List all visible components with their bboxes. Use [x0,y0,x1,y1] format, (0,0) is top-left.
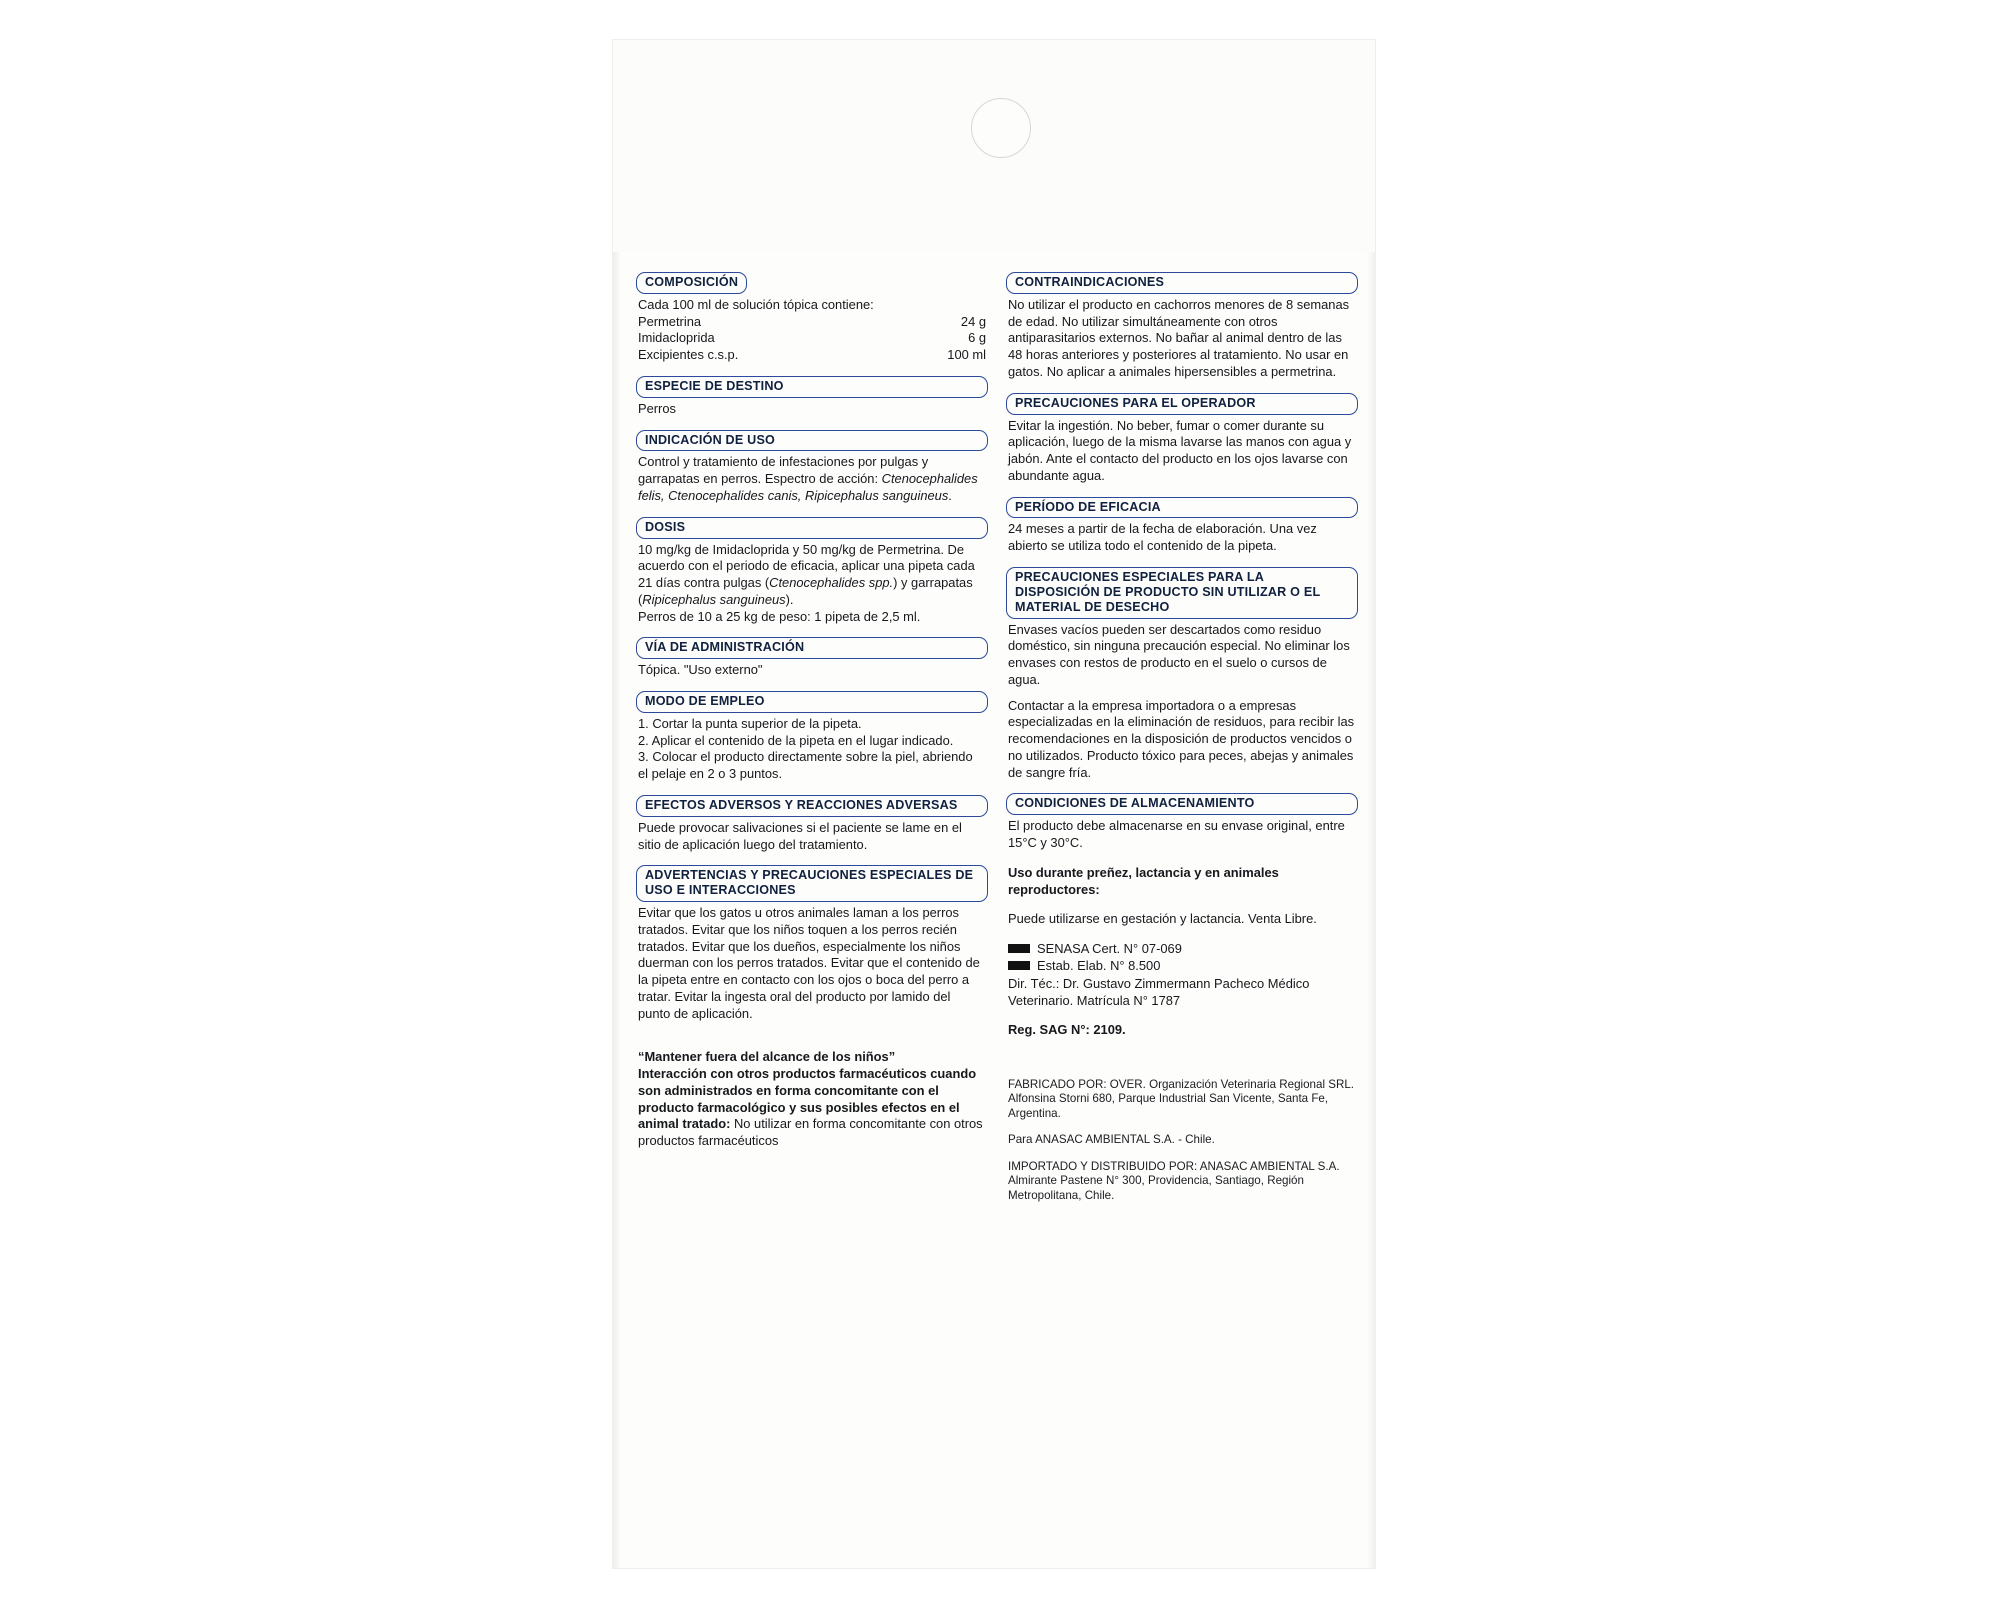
leaflet-columns [636,272,1358,1552]
senasa-line [1006,940,1358,957]
panel-left-edge [613,252,621,1568]
modo-de-empleo-header: MODO DE EMPLEO [636,691,988,713]
dosis-weight-line: Perros de 10 a 25 kg de peso: 1 pipeta de 2,5 ml. [638,608,921,624]
hang-hole-icon [971,98,1031,158]
advertencias-body: Evitar que los gatos u otros animales laman a los perros tratados. Evitar que los niños toquen a los perros recién tratados. Evitar que los dueños, especialmente los niños duerman con los perros tratados. Evitar que el contenido de la pipeta entre en contacto con los ojos o boca del perro a tratar. Evitar la ingesta oral del producto por lamido del punto de aplicación. [638,905,980,1021]
senasa-cert-text: SENASA Cert. N° 07-069 [1037,940,1182,956]
composicion-row [636,347,988,364]
efectos-adversos-header: EFECTOS ADVERSOS Y REACCIONES ADVERSAS [636,795,988,817]
black-bar-icon [1008,944,1030,953]
section-efectos-adversos [636,795,988,853]
fabricante-line-3: IMPORTADO Y DISTRIBUIDO POR: ANASAC AMBIENTAL S.A. Almirante Pastene N° 300, Providencia, Santiago, Región Metropolitana, Chile. [1008,1159,1340,1203]
via-administracion-body: Tópica. "Uso externo" [638,662,763,678]
section-prenez-lactancia [1006,865,1358,928]
estab-elab-text: Estab. Elab. N° 8.500 [1037,957,1161,973]
precauciones-operador-body: Evitar la ingestión. No beber, fumar o comer durante su aplicación, luego de la misma lavarse las manos con agua y jabón. Ante el contacto del producto en los ojos lavarse con abundante agua. [1008,417,1352,483]
director-tecnico: Dir. Téc.: Dr. Gustavo Zimmermann Pacheco Médico Veterinario. Matrícula N° 1787 [1008,976,1310,1008]
left-column [636,272,988,1552]
disposicion-desecho-p1: Envases vacíos pueden ser descartados como residuo doméstico, sin ninguna precaución especial. No eliminar los envases con restos de producto en el suelo o cursos de agua. [1008,621,1350,687]
section-indicacion-de-uso [636,430,988,505]
modo-step: 3. Colocar el producto directamente sobre la piel, abriendo el pelaje en 2 o 3 puntos. [638,749,973,782]
fabricante-line-2: Para ANASAC AMBIENTAL S.A. - Chile. [1008,1133,1215,1147]
prenez-title-text: Uso durante preñez, lactancia y en animales reproductores: [1008,864,1279,897]
indicacion-de-uso-header: INDICACIÓN DE USO [636,430,988,452]
ingredient-amount: 100 ml [947,347,986,363]
ingredient-name: Excipientes c.s.p. [638,347,739,363]
dosis-italic-2: Ripicephalus sanguineus [642,591,786,607]
dosis-header: DOSIS [636,517,988,539]
panel-right-edge [1367,252,1375,1568]
ingredient-amount: 6 g [968,330,986,346]
modo-step: 1. Cortar la punta superior de la pipeta. [638,715,862,731]
interaccion-tail: No utilizar en forma concomitante con otros productos farmacéuticos [638,1116,983,1149]
section-condiciones-almacenamiento [1006,793,1358,851]
contraindicaciones-body: No utilizar el producto en cachorros menores de 8 semanas de edad. No utilizar simultáneamente con otros antiparasitarios externos. No bañar al animal dentro de las 48 horas anteriores y posteriores al tratamiento. No usar en gatos. No aplicar a animales hipersensibles a permetrina. [1008,296,1350,379]
composicion-intro: Cada 100 ml de solución tópica contiene: [638,296,874,312]
dosis-italic-1: Ctenocephalides spp. [769,575,894,591]
modo-step: 2. Aplicar el contenido de la pipeta en el lugar indicado. [638,732,954,748]
section-periodo-eficacia [1006,497,1358,555]
especie-destino-header: ESPECIE DE DESTINO [636,376,988,398]
contraindicaciones-header: CONTRAINDICACIONES [1006,272,1358,294]
ingredient-name: Imidacloprida [638,330,715,346]
section-via-administracion [636,637,988,679]
periodo-eficacia-header: PERÍODO DE EFICACIA [1006,497,1358,519]
indicacion-text-end: . [948,487,952,503]
section-precauciones-operador [1006,393,1358,485]
right-column [1006,272,1358,1552]
section-especie-destino [636,376,988,418]
advertencias-header: ADVERTENCIAS Y PRECAUCIONES ESPECIALES DE USO E INTERACCIONES [636,865,988,902]
fabricante-line-1: FABRICADO POR: OVER. Organización Veterinaria Regional SRL. Alfonsina Storni 680, Parque Industrial San Vicente, Santa Fe, Argentina. [1008,1077,1355,1121]
reg-sag [1006,1022,1358,1039]
disposicion-desecho-header: PRECAUCIONES ESPECIALES PARA LA DISPOSICIÓN DE PRODUCTO SIN UTILIZAR O EL MATERIAL DE DESECHO [1006,567,1358,619]
dosis-text-c: ). [785,591,794,607]
precauciones-operador-header: PRECAUCIONES PARA EL OPERADOR [1006,393,1358,415]
ingredient-amount: 24 g [960,313,986,329]
interaccion-bold-label: Interacción con otros productos farmacéuticos cuando son administrados en forma concomitante con el producto farmacológico y sus posibles efectos en el animal tratado: [638,1066,977,1132]
prenez-body: Puede utilizarse en gestación y lactancia. Venta Libre. [1008,911,1317,927]
dosis-text-a: 10 mg/kg de Imidacloprida y 50 mg/kg de Permetrina. De acuerdo con el periodo de eficacia, aplicar una pipeta cada 21 días contra pulgas ( [638,541,975,591]
indicacion-de-uso-body [636,454,988,504]
efectos-adversos-body: Puede provocar salivaciones si el paciente se lame en el sitio de aplicación luego del tratamiento. [638,819,962,852]
black-bar-icon [1008,961,1030,970]
section-fabricante [1006,1078,1358,1204]
section-contraindicaciones [1006,272,1358,381]
section-disposicion-desecho [1006,567,1358,781]
via-administracion-header: VÍA DE ADMINISTRACIÓN [636,637,988,659]
dosis-text-b: ) y garrapatas ( [638,575,973,607]
ingredient-name: Permetrina [638,313,702,329]
indicacion-text-1: Control y tratamiento de infestaciones por pulgas y garrapatas en perros. Espectro de acción: [638,454,929,487]
disposicion-desecho-p2: Contactar a la empresa importadora o a empresas especializadas en la eliminación de residuos, para recibir las recomendaciones en la disposición de productos vencidos o no utilizados. Producto tóxico para peces, abejas y animales de sangre fría. [1008,697,1355,780]
especie-destino-body: Perros [638,400,676,416]
section-composicion [636,272,988,364]
prenez-title [1006,865,1358,899]
reg-sag-text: Reg. SAG N°: 2109. [1008,1022,1126,1038]
section-modo-de-empleo [636,691,988,783]
section-dosis [636,517,988,626]
mantener-fuera-alcance-ninos: “Mantener fuera del alcance de los niños” [638,1049,896,1065]
composicion-row [636,314,988,331]
section-registros [1006,940,1358,1039]
advertencias-bold-block [636,1049,988,1150]
composicion-row [636,330,988,347]
indicacion-species-italic: Ctenocephalides felis, Ctenocephalides canis, Ripicephalus sanguineus [638,471,978,503]
estab-line [1006,957,1358,974]
dosis-body [636,542,988,609]
condiciones-almacenamiento-header: CONDICIONES DE ALMACENAMIENTO [1006,793,1358,815]
condiciones-almacenamiento-body: El producto debe almacenarse en su envase original, entre 15°C y 30°C. [1008,818,1345,851]
composicion-header: COMPOSICIÓN [636,272,747,294]
section-advertencias [636,865,988,1150]
periodo-eficacia-body: 24 meses a partir de la fecha de elaboración. Una vez abierto se utiliza todo el contenido de la pipeta. [1008,521,1317,554]
